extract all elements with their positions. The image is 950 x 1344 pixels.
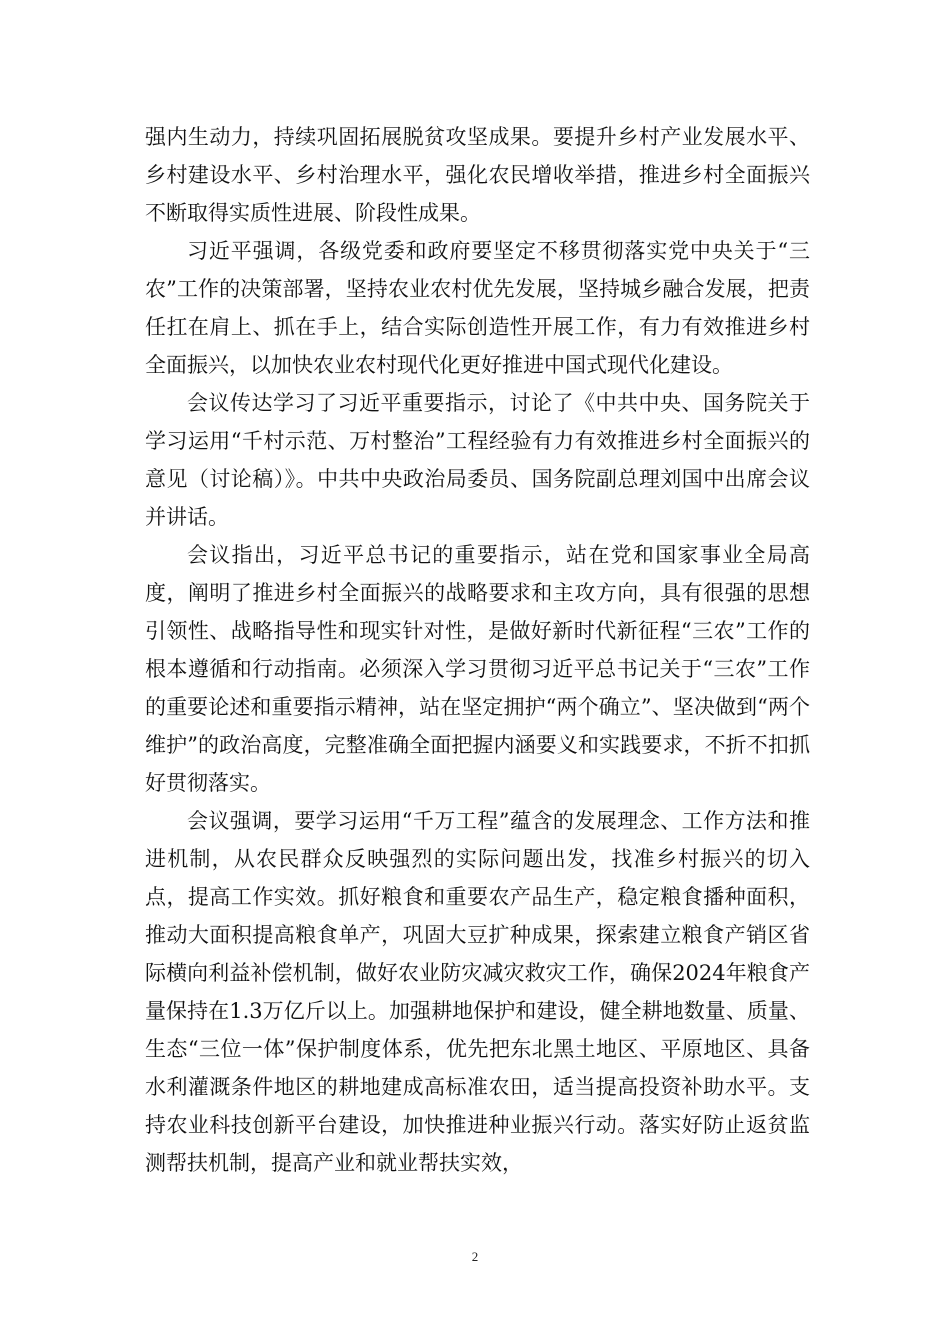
paragraph-continued: 强内生动力，持续巩固拓展脱贫攻坚成果。要提升乡村产业发展水平、乡村建设水平、乡村治理水平，强化农民增收举措，推进乡村全面振兴不断取得实质性进展、阶段性成果。 bbox=[145, 125, 810, 225]
page-number: 2 bbox=[471, 1249, 479, 1264]
paragraph: 习近平强调，各级党委和政府要坚定不移贯彻落实党中央关于“三农”工作的决策部署，坚持农业农村优先发展，坚持城乡融合发展，把责任扛在肩上、抓在手上，结合实际创造性开展工作，有力有效推进乡村全面振兴，以加快农业农村现代化更好推进中国式现代化建设。 bbox=[145, 239, 810, 377]
document-body bbox=[145, 118, 810, 1182]
paragraph: 会议传达学习了习近平重要指示，讨论了《中共中央、国务院关于学习运用“千村示范、万村整治”工程经验有力有效推进乡村全面振兴的意见（讨论稿）》。中共中央政治局委员、国务院副总理刘国中出席会议并讲话。 bbox=[145, 391, 810, 529]
paragraph: 会议强调，要学习运用“千万工程”蕴含的发展理念、工作方法和推进机制，从农民群众反映强烈的实际问题出发，找准乡村振兴的切入点，提高工作实效。抓好粮食和重要农产品生产，稳定粮食播种面积，推动大面积提高粮食单产，巩固大豆扩种成果，探索建立粮食产销区省际横向利益补偿机制，做好农业防灾减灾救灾工作，确保2024年粮食产量保持在1.3万亿斤以上。加强耕地保护和建设，健全耕地数量、质量、生态“三位一体”保护制度体系，优先把东北黑土地区、平原地区、具备水利灌溉条件地区的耕地建成高标准农田，适当提高投资补助水平。支持农业科技创新平台建设，加快推进种业振兴行动。落实好防止返贫监测帮扶机制，提高产业和就业帮扶实效， bbox=[145, 809, 810, 1175]
paragraph: 会议指出，习近平总书记的重要指示，站在党和国家事业全局高度，阐明了推进乡村全面振兴的战略要求和主攻方向，具有很强的思想引领性、战略指导性和现实针对性，是做好新时代新征程“三农”工作的根本遵循和行动指南。必须深入学习贯彻习近平总书记关于“三农”工作的重要论述和重要指示精神，站在坚定拥护“两个确立”、坚决做到“两个维护”的政治高度，完整准确全面把握内涵要义和实践要求，不折不扣抓好贯彻落实。 bbox=[145, 543, 810, 795]
